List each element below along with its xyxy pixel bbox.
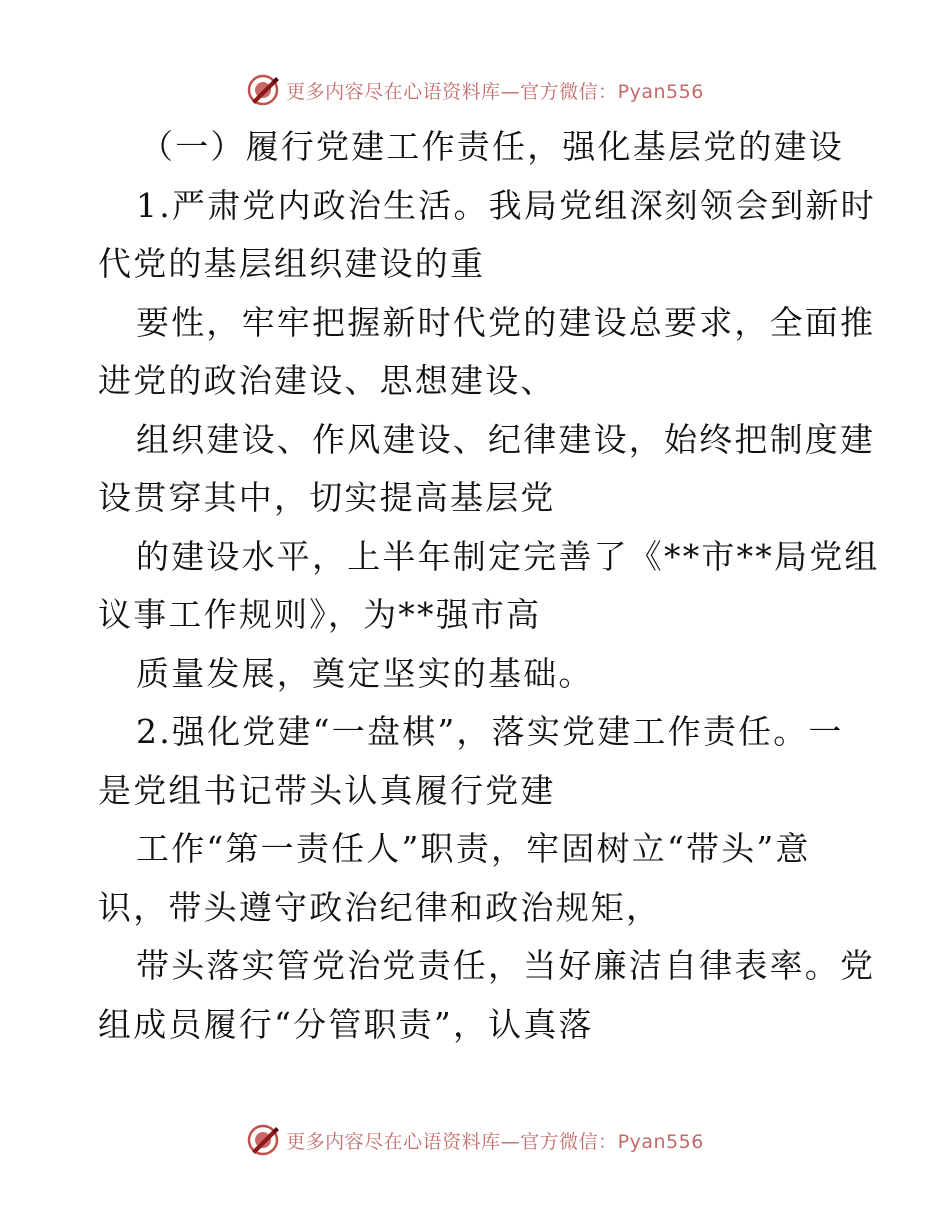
paragraph-line: 1.严肃党内政治生活。我局党组深刻领会到新时 (136, 185, 876, 225)
section-heading: （一）履行党建工作责任，强化基层党的建设 (140, 127, 844, 166)
paragraph-line: 识，带头遵守政治纪律和政治规矩， (98, 887, 662, 927)
watermark-text: 更多内容尽在心语资料库—官方微信：Pyan556 (286, 1130, 704, 1153)
paragraph-line: 议事工作规则》，为**强市高 (98, 595, 542, 634)
paragraph-line: 的建设水平，上半年制定完善了《**市**局党组 (136, 536, 880, 576)
paragraph-line: 质量发展，奠定坚实的基础。 (136, 653, 594, 693)
paragraph-line: 要性，牢牢把握新时代党的建设总要求，全面推 (136, 302, 876, 342)
paragraph-line: 是党组书记带头认真履行党建 (98, 770, 556, 810)
paragraph-line: 带头落实管党治党责任，当好廉洁自律表率。党 (136, 946, 876, 985)
watermark-group (246, 1123, 704, 1157)
paragraph-line: 进党的政治建设、思想建设、 (98, 361, 556, 400)
watermark-text: 更多内容尽在心语资料库—官方微信：Pyan556 (286, 80, 704, 103)
watermark-group (246, 73, 704, 107)
paragraph-line: 代党的基层组织建设的重 (98, 244, 486, 283)
document-body (98, 118, 880, 1054)
paragraph-line: 组织建设、作风建设、纪律建设，始终把制度建 (136, 419, 876, 459)
pen-seal-logo-icon (246, 1123, 280, 1157)
footer-watermark (0, 1120, 950, 1160)
paragraph-line: 工作“第一责任人”职责，牢固树立“带头”意 (136, 829, 811, 868)
paragraph-line: 2.强化党建“一盘棋”，落实党建工作责任。一 (136, 712, 844, 751)
paragraph-line: 组成员履行“分管职责”，认真落 (98, 1004, 594, 1044)
header-watermark (0, 70, 950, 110)
paragraph-line: 设贯穿其中，切实提高基层党 (98, 478, 556, 517)
pen-seal-logo-icon (246, 73, 280, 107)
